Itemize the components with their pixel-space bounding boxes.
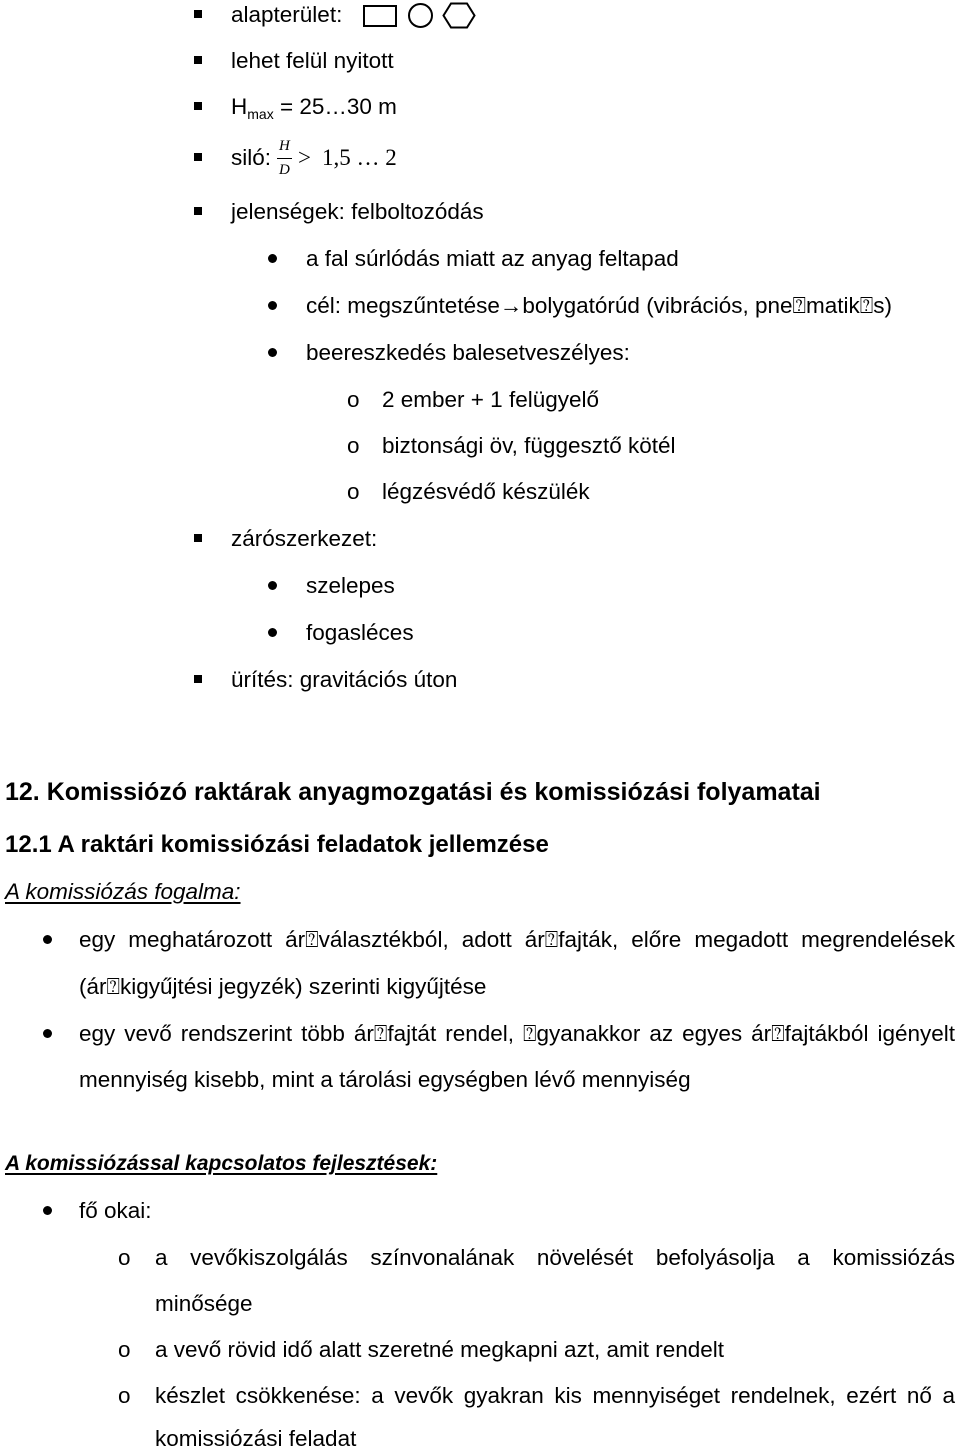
sub-bullet-marker: o xyxy=(118,1337,131,1362)
round-bullet-icon xyxy=(43,935,52,944)
circle-outline-icon xyxy=(408,3,433,28)
square-bullet-icon xyxy=(194,207,202,215)
sub-bullet-marker: o xyxy=(347,387,360,412)
square-bullet-icon xyxy=(194,56,202,64)
hexagon-outline-icon xyxy=(442,2,476,29)
sub-bullet-marker: o xyxy=(118,1245,131,1270)
square-bullet-icon xyxy=(194,153,202,161)
reason-line: minősége xyxy=(155,1291,253,1316)
definition-title: A komissiózás fogalma: xyxy=(5,879,241,904)
definition-line: (ár⍰kigyűjtési jegyzék) szerinti kigyűjtése xyxy=(79,974,487,999)
definition-line: egy meghatározott ár⍰választékból, adott ár⍰fajták, előre megadott megrendelések xyxy=(79,927,955,952)
developments-title: A komissiózással kapcsolatos fejlesztések: xyxy=(5,1152,438,1175)
reason-line: készlet csökkenése: a vevők gyakran kis mennyiséget rendelnek, ezért nő a xyxy=(155,1383,955,1408)
list-item: 2 ember + 1 felügyelő xyxy=(382,387,600,412)
fraction-numerator: H xyxy=(279,138,290,154)
reason-line: a vevőkiszolgálás színvonalának növelését befolyásolja a komissiózás xyxy=(155,1245,955,1270)
max-height-item xyxy=(231,94,397,122)
main-reasons-label: fő okai: xyxy=(79,1198,152,1223)
square-bullet-icon xyxy=(194,534,202,542)
base-area-label: alapterület: xyxy=(231,2,343,27)
round-bullet-icon xyxy=(268,301,277,310)
height-subscript: max xyxy=(247,106,274,122)
section-heading: 12. Komissiózó raktárak anyagmozgatási és komissiózási folyamatai xyxy=(5,778,821,806)
height-symbol: H xyxy=(231,94,248,119)
round-bullet-icon xyxy=(268,628,277,637)
fraction-denominator: D xyxy=(279,162,290,178)
square-bullet-icon xyxy=(194,102,202,110)
list-item: fogasléces xyxy=(306,620,414,645)
subsection-heading: 12.1 A raktári komissiózási feladatok jellemzése xyxy=(5,831,549,858)
sub-bullet-marker: o xyxy=(347,433,360,458)
definition-line: egy vevő rendszerint több ár⍰fajtát rendel, ⍰gyanakkor az egyes ár⍰fajtákból igényelt xyxy=(79,1021,955,1046)
sub-bullet-marker: o xyxy=(118,1383,131,1408)
height-value: = 25…30 m xyxy=(279,94,397,119)
fraction-bar xyxy=(277,158,292,159)
round-bullet-icon xyxy=(268,581,277,590)
square-bullet-icon xyxy=(194,10,202,18)
phenomena-label: jelenségek: felboltozódás xyxy=(231,199,484,224)
closure-label: zárószerkezet: xyxy=(231,526,378,551)
reason-line: komissiózási feladat xyxy=(155,1426,357,1451)
list-item: biztonsági öv, függesztő kötél xyxy=(382,433,676,458)
rectangle-outline-icon xyxy=(363,5,397,27)
silo-ratio-value: 1,5 … 2 xyxy=(322,145,397,170)
reason-line: a vevő rövid idő alatt szeretné megkapni azt, amit rendelt xyxy=(155,1337,725,1362)
list-item: cél: megszűntetése→bolygatórúd (vibrációs, pne⍰matik⍰s) xyxy=(306,293,893,318)
relation-symbol: > xyxy=(298,145,311,170)
discharge-item: ürítés: gravitációs úton xyxy=(231,667,458,692)
round-bullet-icon xyxy=(268,254,277,263)
list-item: légzésvédő készülék xyxy=(382,479,590,504)
list-item: a fal súrlódás miatt az anyag feltapad xyxy=(306,246,679,271)
round-bullet-icon xyxy=(43,1206,52,1215)
open-top-item: lehet felül nyitott xyxy=(231,48,394,73)
sub-bullet-marker: o xyxy=(347,479,360,504)
square-bullet-icon xyxy=(194,675,202,683)
round-bullet-icon xyxy=(268,348,277,357)
definition-line: mennyiség kisebb, mint a tárolási egységben lévő mennyiség xyxy=(79,1067,691,1092)
list-item: szelepes xyxy=(306,573,395,598)
silo-label: siló: xyxy=(231,145,272,170)
round-bullet-icon xyxy=(43,1029,52,1038)
list-item: beereszkedés balesetveszélyes: xyxy=(306,340,630,365)
